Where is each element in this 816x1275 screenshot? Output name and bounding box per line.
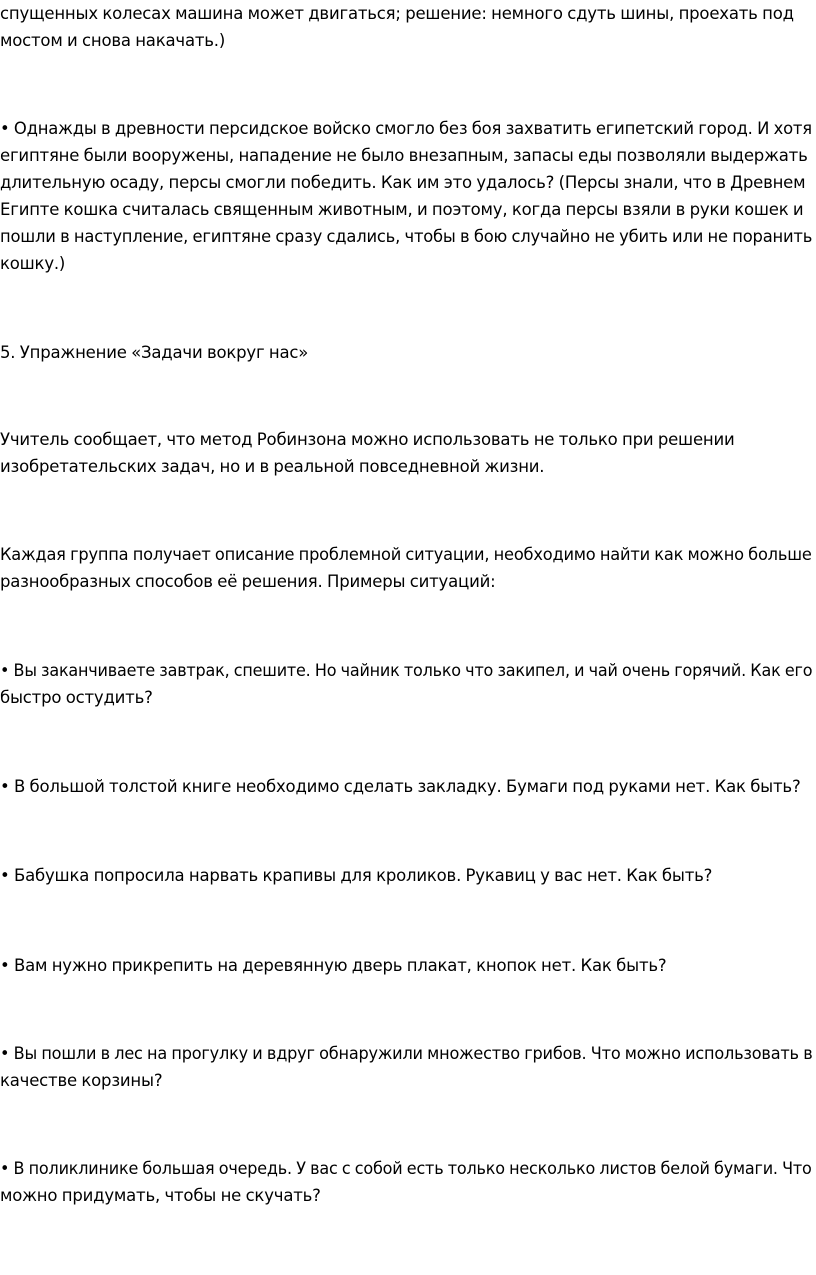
text-line: кошку.) — [0, 254, 66, 273]
bullet-mushrooms — [0, 1040, 812, 1094]
bullet-nettle — [0, 862, 812, 889]
text-line: Учитель сообщает, что метод Робинзона можно использовать не только при решении — [0, 430, 735, 449]
text-line: быстро остудить? — [0, 688, 153, 707]
text-line: • В поликлинике большая очередь. У вас с собой есть только несколько листов белой бумаги. Что — [0, 1159, 812, 1178]
text-line: • Бабушка попросила нарвать крапивы для кроликов. Рукавиц у вас нет. Как быть? — [0, 866, 713, 885]
paragraph-groups — [0, 541, 812, 595]
text-line: можно придумать, чтобы не скучать? — [0, 1186, 321, 1205]
text-line: спущенных колесах машина может двигаться; решение: немного сдуть шины, проехать под — [0, 4, 794, 23]
bullet-bookmark — [0, 773, 812, 800]
text-line: изобретательских задач, но и в реальной повседневной жизни. — [0, 457, 545, 476]
paragraph-teacher — [0, 426, 812, 480]
text-line: • Однажды в древности персидское войско смогло без боя захватить египетский город. И хотя — [0, 119, 812, 138]
text-line: Каждая группа получает описание проблемной ситуации, необходимо найти как можно больше — [0, 545, 812, 564]
text-line: разнообразных способов её решения. Примеры ситуаций: — [0, 572, 496, 591]
paragraph-continuation — [0, 0, 812, 54]
text-line: • Вы заканчиваете завтрак, спешите. Но чайник только что закипел, и чай очень горячий. Как его — [0, 661, 813, 680]
text-line: • Вы пошли в лес на прогулку и вдруг обнаружили множество грибов. Что можно использовать в — [0, 1044, 813, 1063]
text-line: качестве корзины? — [0, 1071, 163, 1090]
bullet-clinic — [0, 1155, 812, 1209]
bullet-breakfast — [0, 657, 812, 711]
text-line: пошли в наступление, египтяне сразу сдались, чтобы в бою случайно не убить или не поранить — [0, 227, 813, 246]
text-line: длительную осаду, персы смогли победить. Как им это удалось? (Персы знали, что в Древнем — [0, 173, 806, 192]
text-line: Египте кошка считалась священным животным, и поэтому, когда персы взяли в руки кошек и — [0, 200, 804, 219]
text-line: мостом и снова накачать.) — [0, 31, 226, 50]
bullet-poster — [0, 952, 812, 979]
text-line: египтяне были вооружены, нападение не было внезапным, запасы еды позволяли выдержать — [0, 146, 808, 165]
text-line: • В большой толстой книге необходимо сделать закладку. Бумаги под руками нет. Как быть? — [0, 777, 801, 796]
text-line: 5. Упражнение «Задачи вокруг нас» — [0, 343, 309, 362]
section-heading — [0, 339, 812, 366]
bullet-persian-army — [0, 115, 812, 277]
text-line: • Вам нужно прикрепить на деревянную дверь плакат, кнопок нет. Как быть? — [0, 956, 667, 975]
